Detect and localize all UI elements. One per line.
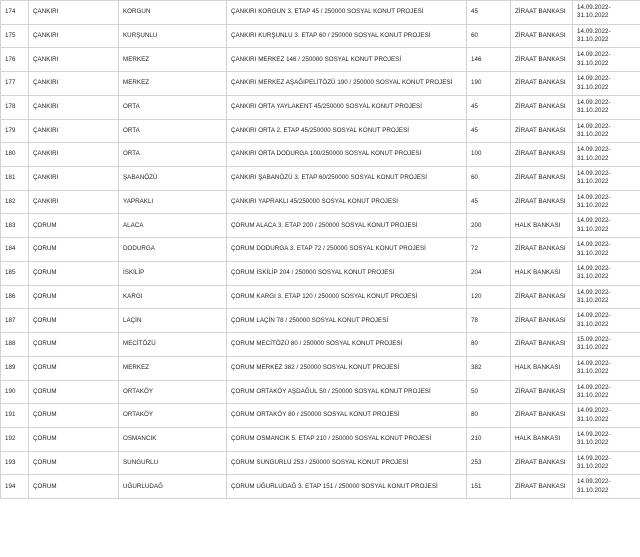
row-number-cell: 186: [1, 285, 29, 309]
application-dates-cell: 14.09.2022-31.10.2022: [573, 451, 640, 475]
unit-count-cell: 210: [467, 427, 511, 451]
application-dates-cell: 14.09.2022-31.10.2022: [573, 72, 640, 96]
application-dates-cell: 14.09.2022-31.10.2022: [573, 475, 640, 499]
project-name-cell: ÇANKIRI YAPRAKLI 45/250000 SOSYAL KONUT PROJESİ: [227, 190, 467, 214]
table-row: [1, 72, 640, 96]
project-name-cell: ÇANKIRI KURŞUNLU 3. ETAP 60 / 250000 SOSYAL KONUT PROJESİ: [227, 24, 467, 48]
project-name-cell: ÇANKIRI MERKEZ AŞAĞIPELİTÖZÜ 190 / 250000 SOSYAL KONUT PROJESİ: [227, 72, 467, 96]
row-number-cell: 177: [1, 72, 29, 96]
unit-count-cell: 146: [467, 48, 511, 72]
bank-cell: ZİRAAT BANKASI: [511, 380, 573, 404]
row-number-cell: 178: [1, 95, 29, 119]
bank-cell: HALK BANKASI: [511, 356, 573, 380]
province-cell: ÇANKIRI: [29, 95, 119, 119]
application-dates-cell: 14.09.2022-31.10.2022: [573, 143, 640, 167]
row-number-cell: 189: [1, 356, 29, 380]
row-number-cell: 183: [1, 214, 29, 238]
bank-cell: HALK BANKASI: [511, 261, 573, 285]
district-cell: MERKEZ: [119, 356, 227, 380]
district-cell: ORTAKÖY: [119, 404, 227, 428]
project-name-cell: ÇANKIRI ORTA YAYLAKENT 45/250000 SOSYAL KONUT PROJESİ: [227, 95, 467, 119]
bank-cell: ZİRAAT BANKASI: [511, 48, 573, 72]
district-cell: İSKİLİP: [119, 261, 227, 285]
row-number-cell: 181: [1, 167, 29, 191]
unit-count-cell: 45: [467, 190, 511, 214]
district-cell: ORTA: [119, 95, 227, 119]
district-cell: SUNGURLU: [119, 451, 227, 475]
table-row: [1, 261, 640, 285]
unit-count-cell: 72: [467, 238, 511, 262]
row-number-cell: 185: [1, 261, 29, 285]
project-name-cell: ÇORUM LAÇİN 78 / 250000 SOSYAL KONUT PROJESİ: [227, 309, 467, 333]
unit-count-cell: 120: [467, 285, 511, 309]
application-dates-cell: 14.09.2022-31.10.2022: [573, 238, 640, 262]
row-number-cell: 194: [1, 475, 29, 499]
province-cell: ÇORUM: [29, 309, 119, 333]
bank-cell: ZİRAAT BANKASI: [511, 238, 573, 262]
province-cell: ÇORUM: [29, 404, 119, 428]
project-name-cell: ÇORUM ORTAKÖY AŞDAĞUL 50 / 250000 SOSYAL KONUT PROJESİ: [227, 380, 467, 404]
province-cell: ÇANKIRI: [29, 72, 119, 96]
table-row: [1, 451, 640, 475]
project-name-cell: ÇORUM İSKİLİP 204 / 250000 SOSYAL KONUT PROJESİ: [227, 261, 467, 285]
unit-count-cell: 60: [467, 167, 511, 191]
row-number-cell: 175: [1, 24, 29, 48]
project-name-cell: ÇORUM DODURGA 3. ETAP 72 / 250000 SOSYAL KONUT PROJESİ: [227, 238, 467, 262]
bank-cell: ZİRAAT BANKASI: [511, 475, 573, 499]
district-cell: KURŞUNLU: [119, 24, 227, 48]
unit-count-cell: 78: [467, 309, 511, 333]
table-row: [1, 309, 640, 333]
application-dates-cell: 14.09.2022-31.10.2022: [573, 190, 640, 214]
unit-count-cell: 200: [467, 214, 511, 238]
district-cell: KARGI: [119, 285, 227, 309]
row-number-cell: 179: [1, 119, 29, 143]
province-cell: ÇORUM: [29, 238, 119, 262]
district-cell: ORTAKÖY: [119, 380, 227, 404]
project-name-cell: ÇORUM SUNGURLU 253 / 250000 SOSYAL KONUT PROJESİ: [227, 451, 467, 475]
application-dates-cell: 14.09.2022-31.10.2022: [573, 380, 640, 404]
district-cell: OSMANCIK: [119, 427, 227, 451]
bank-cell: ZİRAAT BANKASI: [511, 95, 573, 119]
bank-cell: ZİRAAT BANKASI: [511, 190, 573, 214]
application-dates-cell: 14.09.2022-31.10.2022: [573, 404, 640, 428]
district-cell: UĞURLUDAĞ: [119, 475, 227, 499]
application-dates-cell: 14.09.2022-31.10.2022: [573, 48, 640, 72]
project-name-cell: ÇANKIRI ORTA DODURGA 100/250000 SOSYAL KONUT PROJESİ: [227, 143, 467, 167]
district-cell: DODURGA: [119, 238, 227, 262]
unit-count-cell: 80: [467, 333, 511, 357]
province-cell: ÇORUM: [29, 285, 119, 309]
application-dates-cell: 14.09.2022-31.10.2022: [573, 356, 640, 380]
project-name-cell: ÇANKIRI MERKEZ 146 / 250000 SOSYAL KONUT PROJESİ: [227, 48, 467, 72]
application-dates-cell: 14.09.2022-31.10.2022: [573, 95, 640, 119]
table-row: [1, 285, 640, 309]
table-row: [1, 95, 640, 119]
province-cell: ÇORUM: [29, 356, 119, 380]
district-cell: ORTA: [119, 143, 227, 167]
bank-cell: ZİRAAT BANKASI: [511, 309, 573, 333]
application-dates-cell: 15.09.2022-31.10.2022: [573, 333, 640, 357]
district-cell: ALACA: [119, 214, 227, 238]
district-cell: MERKEZ: [119, 72, 227, 96]
project-name-cell: ÇORUM MERKEZ 382 / 250000 SOSYAL KONUT PROJESİ: [227, 356, 467, 380]
province-cell: ÇANKIRI: [29, 167, 119, 191]
table-row: [1, 1, 640, 25]
unit-count-cell: 100: [467, 143, 511, 167]
bank-cell: ZİRAAT BANKASI: [511, 72, 573, 96]
province-cell: ÇANKIRI: [29, 119, 119, 143]
row-number-cell: 176: [1, 48, 29, 72]
bank-cell: ZİRAAT BANKASI: [511, 333, 573, 357]
project-name-cell: ÇORUM MECİTÖZÜ 80 / 250000 SOSYAL KONUT PROJESİ: [227, 333, 467, 357]
bank-cell: HALK BANKASI: [511, 427, 573, 451]
district-cell: KORGUN: [119, 1, 227, 25]
application-dates-cell: 14.09.2022-31.10.2022: [573, 119, 640, 143]
district-cell: ORTA: [119, 119, 227, 143]
row-number-cell: 187: [1, 309, 29, 333]
bank-cell: ZİRAAT BANKASI: [511, 24, 573, 48]
row-number-cell: 184: [1, 238, 29, 262]
province-cell: ÇORUM: [29, 261, 119, 285]
table-row: [1, 475, 640, 499]
table-row: [1, 48, 640, 72]
row-number-cell: 174: [1, 1, 29, 25]
table-row: [1, 167, 640, 191]
unit-count-cell: 382: [467, 356, 511, 380]
bank-cell: ZİRAAT BANKASI: [511, 285, 573, 309]
table-row: [1, 427, 640, 451]
district-cell: MECİTÖZÜ: [119, 333, 227, 357]
district-cell: LAÇİN: [119, 309, 227, 333]
bank-cell: HALK BANKASI: [511, 214, 573, 238]
unit-count-cell: 45: [467, 1, 511, 25]
unit-count-cell: 60: [467, 24, 511, 48]
district-cell: YAPRAKLI: [119, 190, 227, 214]
project-name-cell: ÇORUM ORTAKÖY 80 / 250000 SOSYAL KONUT PROJESİ: [227, 404, 467, 428]
unit-count-cell: 45: [467, 95, 511, 119]
unit-count-cell: 190: [467, 72, 511, 96]
table-row: [1, 333, 640, 357]
bank-cell: ZİRAAT BANKASI: [511, 1, 573, 25]
unit-count-cell: 151: [467, 475, 511, 499]
bank-cell: ZİRAAT BANKASI: [511, 451, 573, 475]
row-number-cell: 190: [1, 380, 29, 404]
province-cell: ÇORUM: [29, 427, 119, 451]
province-cell: ÇANKIRI: [29, 48, 119, 72]
province-cell: ÇORUM: [29, 475, 119, 499]
province-cell: ÇANKIRI: [29, 143, 119, 167]
bank-cell: ZİRAAT BANKASI: [511, 167, 573, 191]
province-cell: ÇORUM: [29, 333, 119, 357]
province-cell: ÇORUM: [29, 451, 119, 475]
bank-cell: ZİRAAT BANKASI: [511, 143, 573, 167]
application-dates-cell: 14.09.2022-31.10.2022: [573, 24, 640, 48]
table-row: [1, 190, 640, 214]
unit-count-cell: 50: [467, 380, 511, 404]
province-cell: ÇANKIRI: [29, 24, 119, 48]
row-number-cell: 180: [1, 143, 29, 167]
application-dates-cell: 14.09.2022-31.10.2022: [573, 427, 640, 451]
unit-count-cell: 253: [467, 451, 511, 475]
project-name-cell: ÇANKIRI KORGUN 3. ETAP 45 / 250000 SOSYAL KONUT PROJESİ: [227, 1, 467, 25]
project-name-cell: ÇORUM UĞURLUDAĞ 3. ETAP 151 / 250000 SOSYAL KONUT PROJESİ: [227, 475, 467, 499]
table-row: [1, 404, 640, 428]
row-number-cell: 188: [1, 333, 29, 357]
row-number-cell: 193: [1, 451, 29, 475]
bank-cell: ZİRAAT BANKASI: [511, 119, 573, 143]
unit-count-cell: 204: [467, 261, 511, 285]
province-cell: ÇANKIRI: [29, 190, 119, 214]
district-cell: ŞABANÖZÜ: [119, 167, 227, 191]
province-cell: ÇORUM: [29, 380, 119, 404]
table-row: [1, 380, 640, 404]
row-number-cell: 191: [1, 404, 29, 428]
row-number-cell: 192: [1, 427, 29, 451]
table-body: [1, 1, 640, 499]
table-row: [1, 24, 640, 48]
application-dates-cell: 14.09.2022-31.10.2022: [573, 309, 640, 333]
table-row: [1, 356, 640, 380]
province-cell: ÇANKIRI: [29, 1, 119, 25]
row-number-cell: 182: [1, 190, 29, 214]
bank-cell: ZİRAAT BANKASI: [511, 404, 573, 428]
application-dates-cell: 14.09.2022-31.10.2022: [573, 261, 640, 285]
unit-count-cell: 80: [467, 404, 511, 428]
table-row: [1, 214, 640, 238]
unit-count-cell: 45: [467, 119, 511, 143]
project-name-cell: ÇORUM OSMANCIK 5. ETAP 210 / 250000 SOSYAL KONUT PROJESİ: [227, 427, 467, 451]
table-row: [1, 143, 640, 167]
application-dates-cell: 14.09.2022-31.10.2022: [573, 167, 640, 191]
application-dates-cell: 14.09.2022-31.10.2022: [573, 1, 640, 25]
application-dates-cell: 14.09.2022-31.10.2022: [573, 214, 640, 238]
project-name-cell: ÇORUM ALACA 3. ETAP 200 / 250000 SOSYAL KONUT PROJESİ: [227, 214, 467, 238]
district-cell: MERKEZ: [119, 48, 227, 72]
project-name-cell: ÇANKIRI ORTA 2. ETAP 45/250000 SOSYAL KONUT PROJESİ: [227, 119, 467, 143]
table-row: [1, 238, 640, 262]
province-cell: ÇORUM: [29, 214, 119, 238]
application-dates-cell: 14.09.2022-31.10.2022: [573, 285, 640, 309]
project-name-cell: ÇORUM KARGI 3. ETAP 120 / 250000 SOSYAL KONUT PROJESİ: [227, 285, 467, 309]
table-row: [1, 119, 640, 143]
project-name-cell: ÇANKIRI ŞABANÖZÜ 3. ETAP 60/250000 SOSYAL KONUT PROJESİ: [227, 167, 467, 191]
